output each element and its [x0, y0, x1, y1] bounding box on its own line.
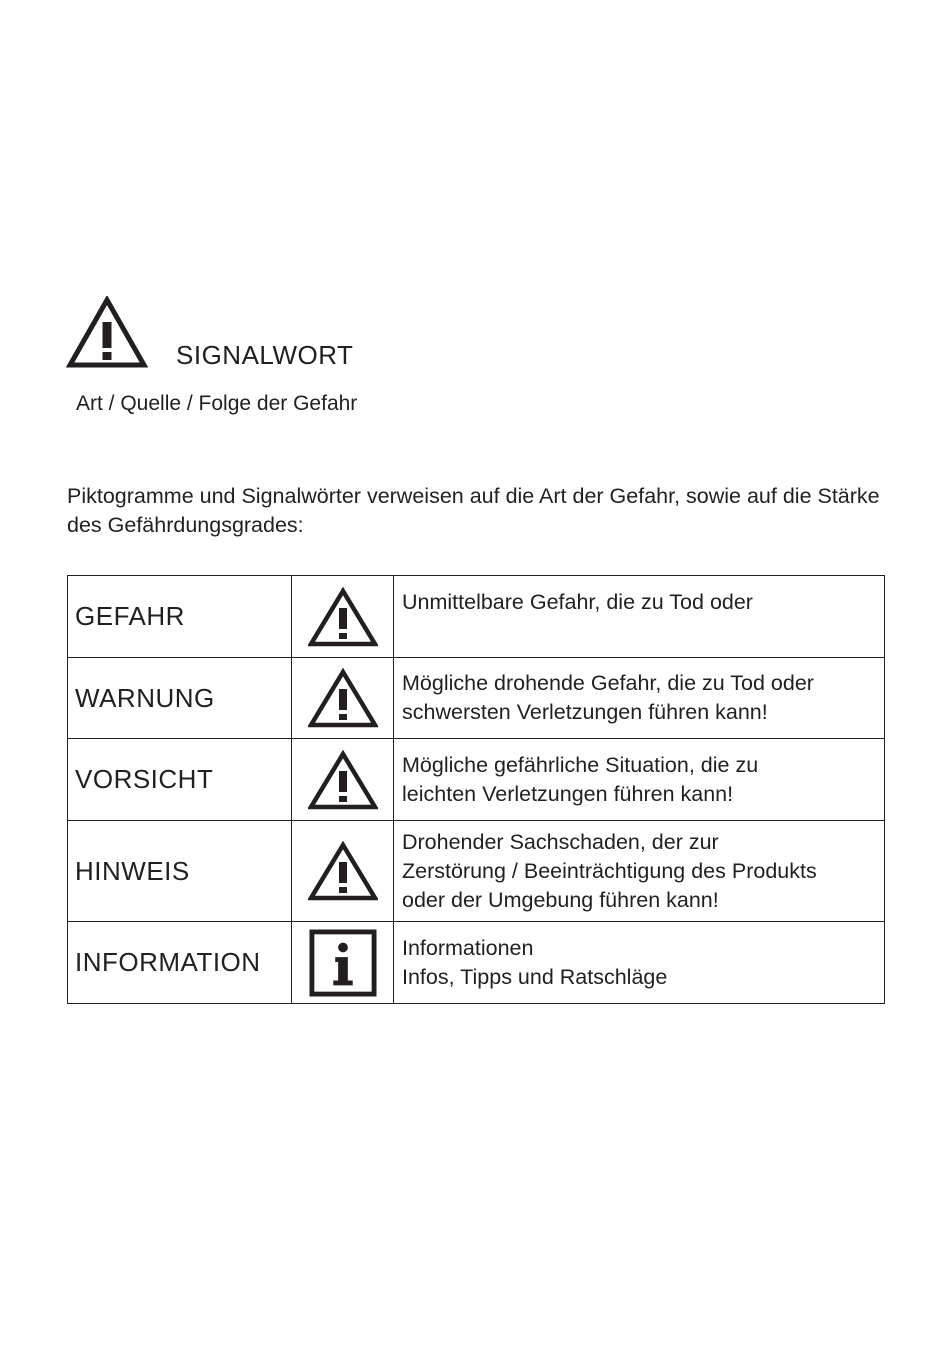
warning-triangle-icon — [308, 587, 378, 647]
warning-triangle-icon — [308, 750, 378, 810]
signal-word-cell: HINWEIS — [68, 821, 292, 922]
icon-cell — [292, 658, 394, 739]
signal-word-cell: GEFAHR — [68, 576, 292, 658]
description-cell — [394, 821, 885, 922]
warning-triangle-icon — [66, 296, 148, 368]
signal-word-cell: VORSICHT — [68, 739, 292, 821]
icon-cell — [292, 576, 394, 658]
legend-description: Art / Quelle / Folge der Gefahr — [76, 392, 358, 415]
warning-triangle-icon — [308, 841, 378, 901]
description-line: Infos, Tipps und Ratschläge — [402, 964, 668, 989]
icon-cell — [292, 821, 394, 922]
description-line: Zerstörung / Beeinträchtigung des Produkts — [402, 858, 817, 883]
description-line: leichten Verletzungen führen kann! — [402, 781, 734, 806]
legend-signal-word: SIGNALWORT — [176, 340, 354, 370]
table-row — [68, 922, 885, 1004]
icon-cell — [292, 922, 394, 1004]
warning-triangle-icon — [308, 668, 378, 728]
table-row — [68, 658, 885, 739]
description-cell — [394, 576, 885, 658]
intro-paragraph: Piktogramme und Signalwörter verweisen auf die Art der Gefahr, sowie auf die Stärke des Gefährdungsgrades: — [67, 484, 880, 537]
table-row — [68, 576, 885, 658]
signal-word-table — [67, 575, 885, 1004]
description-cell — [394, 739, 885, 821]
info-box-icon — [309, 929, 377, 997]
description-line: Drohender Sachschaden, der zur — [402, 829, 719, 854]
table-row — [68, 821, 885, 922]
signal-word-legend — [66, 296, 466, 426]
description-cell — [394, 922, 885, 1004]
signal-word-cell: WARNUNG — [68, 658, 292, 739]
description-line: Unmittelbare Gefahr, die zu Tod oder — [402, 590, 753, 614]
signal-word-cell: INFORMATION — [68, 922, 292, 1004]
description-line: Mögliche gefährliche Situation, die zu — [402, 752, 759, 777]
description-line: Mögliche drohende Gefahr, die zu Tod oder — [402, 671, 814, 695]
table-row — [68, 739, 885, 821]
description-line: oder der Umgebung führen kann! — [402, 887, 719, 912]
description-cell — [394, 658, 885, 739]
description-line: Informationen — [402, 935, 534, 960]
icon-cell — [292, 739, 394, 821]
description-line: schwersten Verletzungen führen kann! — [402, 700, 768, 724]
